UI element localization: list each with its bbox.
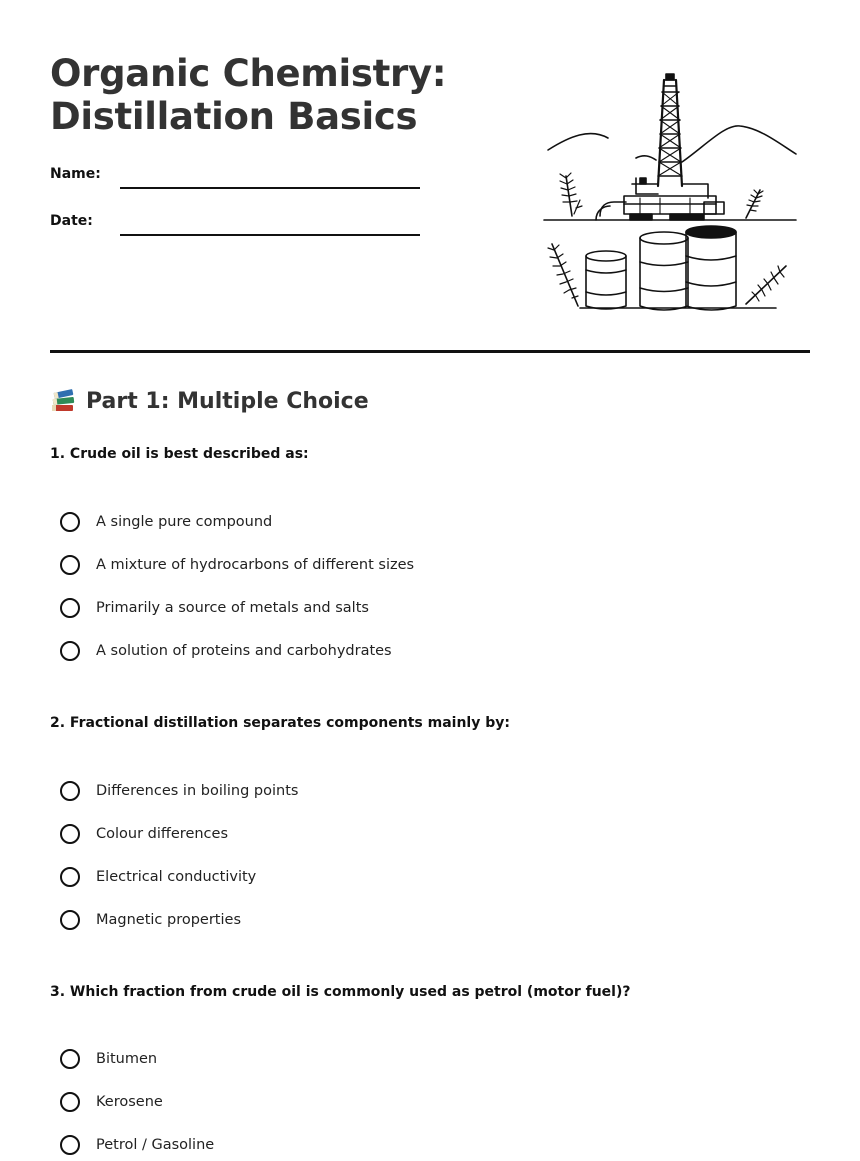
q3-option-2[interactable] <box>60 1089 163 1115</box>
option-label: A solution of proteins and carbohydrates <box>96 643 392 659</box>
radio-button[interactable] <box>60 1135 80 1155</box>
radio-button[interactable] <box>60 910 80 930</box>
option-label: Magnetic properties <box>96 912 241 928</box>
option-label: Electrical conductivity <box>96 869 257 885</box>
q2-option-3[interactable] <box>60 864 256 890</box>
option-label: Petrol / Gasoline <box>96 1137 215 1153</box>
option-label: Bitumen <box>96 1051 158 1067</box>
date-label: Date: <box>50 213 93 229</box>
q3-option-3[interactable] <box>60 1132 214 1158</box>
question-1: 1. Crude oil is best described as: <box>50 446 309 462</box>
radio-button[interactable] <box>60 1049 80 1069</box>
page-title <box>50 52 446 138</box>
radio-button[interactable] <box>60 555 80 575</box>
name-label: Name: <box>50 166 101 182</box>
q1-option-1[interactable] <box>60 509 272 535</box>
option-label: Colour differences <box>96 826 229 842</box>
radio-button[interactable] <box>60 512 80 532</box>
q1-option-2[interactable] <box>60 552 414 578</box>
section-title <box>50 388 369 414</box>
q3-option-1[interactable] <box>60 1046 157 1072</box>
option-label: A single pure compound <box>96 514 273 530</box>
books-icon <box>50 388 76 414</box>
radio-button[interactable] <box>60 1092 80 1112</box>
radio-button[interactable] <box>60 598 80 618</box>
radio-button[interactable] <box>60 824 80 844</box>
radio-button[interactable] <box>60 781 80 801</box>
date-field[interactable] <box>120 234 420 236</box>
oil-rig-illustration <box>540 66 802 314</box>
radio-button[interactable] <box>60 867 80 887</box>
option-label: A mixture of hydrocarbons of different sizes <box>96 557 415 573</box>
radio-button[interactable] <box>60 641 80 661</box>
q1-option-3[interactable] <box>60 595 369 621</box>
question-2: 2. Fractional distillation separates components mainly by: <box>50 715 510 731</box>
q2-option-1[interactable] <box>60 778 298 804</box>
q2-option-2[interactable] <box>60 821 228 847</box>
title-line-1: Organic Chemistry: <box>50 52 447 95</box>
option-label: Kerosene <box>96 1094 163 1110</box>
option-label: Differences in boiling points <box>96 783 299 799</box>
q1-option-4[interactable] <box>60 638 392 664</box>
q2-option-4[interactable] <box>60 907 241 933</box>
question-3: 3. Which fraction from crude oil is commonly used as petrol (motor fuel)? <box>50 984 631 1000</box>
title-line-2: Distillation Basics <box>50 95 418 138</box>
section-title-text: Part 1: Multiple Choice <box>86 388 369 414</box>
name-field[interactable] <box>120 187 420 189</box>
option-label: Primarily a source of metals and salts <box>96 600 369 616</box>
header-divider <box>50 350 810 353</box>
